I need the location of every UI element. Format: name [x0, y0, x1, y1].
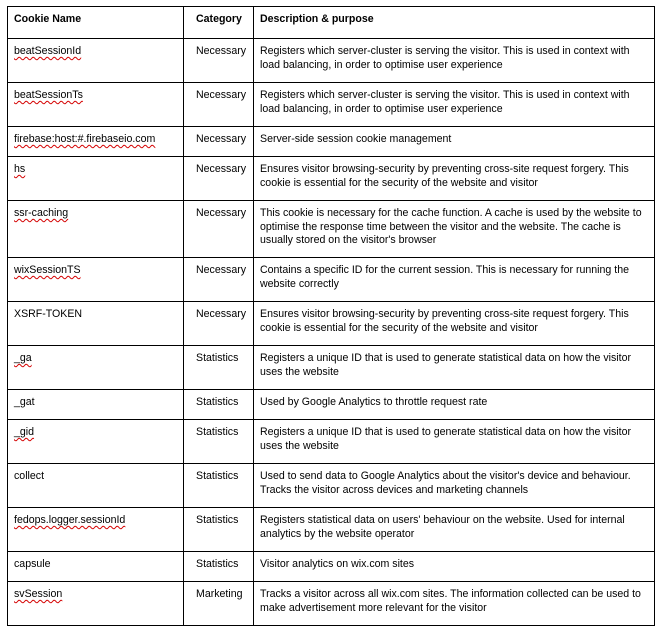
table-row [8, 39, 655, 83]
category-cell: Necessary [184, 201, 254, 258]
header-description: Description & purpose [254, 7, 655, 39]
cookie-name: beatSessionId [14, 45, 82, 57]
cookie-name-cell [8, 552, 184, 582]
cookie-name: collect [14, 470, 45, 482]
category-cell: Statistics [184, 390, 254, 420]
cookie-name: wixSessionTS [14, 264, 81, 276]
description-cell: Tracks a visitor across all wix.com sites. The information collected can be used to make advertisement more relevant for the visitor [254, 582, 655, 626]
table-row [8, 346, 655, 390]
cookie-name-cell [8, 346, 184, 390]
cookie-name: fedops.logger.sessionId [14, 514, 126, 526]
table-row [8, 157, 655, 201]
category-cell: Necessary [184, 39, 254, 83]
cookie-name-cell [8, 390, 184, 420]
description-cell: Used to send data to Google Analytics about the visitor's device and behaviour. Tracks the visitor across devices and marketing channels [254, 464, 655, 508]
table-row [8, 302, 655, 346]
description-cell: Server-side session cookie management [254, 127, 655, 157]
table-row [8, 390, 655, 420]
category-cell: Statistics [184, 464, 254, 508]
cookie-table [7, 6, 655, 626]
cookie-name-cell [8, 464, 184, 508]
cookie-name: XSRF-TOKEN [14, 308, 83, 320]
description-cell: Ensures visitor browsing-security by preventing cross-site request forgery. This cookie is essential for the security of the website and visitor [254, 302, 655, 346]
category-cell: Statistics [184, 552, 254, 582]
description-cell: Registers which server-cluster is serving the visitor. This is used in context with load balancing, in order to optimise user experience [254, 83, 655, 127]
cookie-name-cell [8, 127, 184, 157]
description-cell: This cookie is necessary for the cache function. A cache is used by the website to optimise the response time between the visitor and the website. The cache is usually stored on the visitor's browser [254, 201, 655, 258]
description-cell: Registers statistical data on users' behaviour on the website. Used for internal analytics by the website operator [254, 508, 655, 552]
cookie-name: capsule [14, 558, 51, 570]
category-cell: Statistics [184, 420, 254, 464]
table-row [8, 420, 655, 464]
cookie-name-cell [8, 420, 184, 464]
cookie-name: svSession [14, 588, 63, 600]
header-row [8, 7, 655, 39]
table-row [8, 508, 655, 552]
table-row [8, 464, 655, 508]
cookie-name: beatSessionTs [14, 89, 83, 101]
cookie-name-cell [8, 39, 184, 83]
cookie-name: _gat [14, 396, 35, 408]
description-cell: Registers a unique ID that is used to generate statistical data on how the visitor uses the website [254, 346, 655, 390]
table-row [8, 201, 655, 258]
category-cell: Necessary [184, 302, 254, 346]
cookie-name: hs [14, 163, 26, 175]
cookie-name: _ga [14, 352, 32, 364]
cookie-name: firebase:host:#.firebaseio.com [14, 133, 156, 145]
cookie-name-cell [8, 83, 184, 127]
description-cell: Used by Google Analytics to throttle request rate [254, 390, 655, 420]
table-row [8, 582, 655, 626]
table-row [8, 83, 655, 127]
category-cell: Marketing [184, 582, 254, 626]
description-cell: Contains a specific ID for the current session. This is necessary for running the website correctly [254, 258, 655, 302]
description-cell: Ensures visitor browsing-security by preventing cross-site request forgery. This cookie is essential for the security of the website and visitor [254, 157, 655, 201]
description-cell: Registers a unique ID that is used to generate statistical data on how the visitor uses the website [254, 420, 655, 464]
cookie-name: _gid [14, 426, 35, 438]
table-row [8, 258, 655, 302]
description-cell: Registers which server-cluster is serving the visitor. This is used in context with load balancing, in order to optimise user experience [254, 39, 655, 83]
cookie-name: ssr-caching [14, 207, 69, 219]
table-row [8, 127, 655, 157]
category-cell: Necessary [184, 157, 254, 201]
category-cell: Necessary [184, 127, 254, 157]
category-cell: Statistics [184, 346, 254, 390]
cookie-name-cell [8, 201, 184, 258]
header-cookie-name: Cookie Name [8, 7, 184, 39]
cookie-name-cell [8, 157, 184, 201]
cookie-name-cell [8, 508, 184, 552]
cookie-name-cell [8, 258, 184, 302]
header-category: Category [184, 7, 254, 39]
cookie-name-cell [8, 302, 184, 346]
description-cell: Visitor analytics on wix.com sites [254, 552, 655, 582]
category-cell: Necessary [184, 258, 254, 302]
category-cell: Statistics [184, 508, 254, 552]
table-row [8, 552, 655, 582]
category-cell: Necessary [184, 83, 254, 127]
cookie-name-cell [8, 582, 184, 626]
